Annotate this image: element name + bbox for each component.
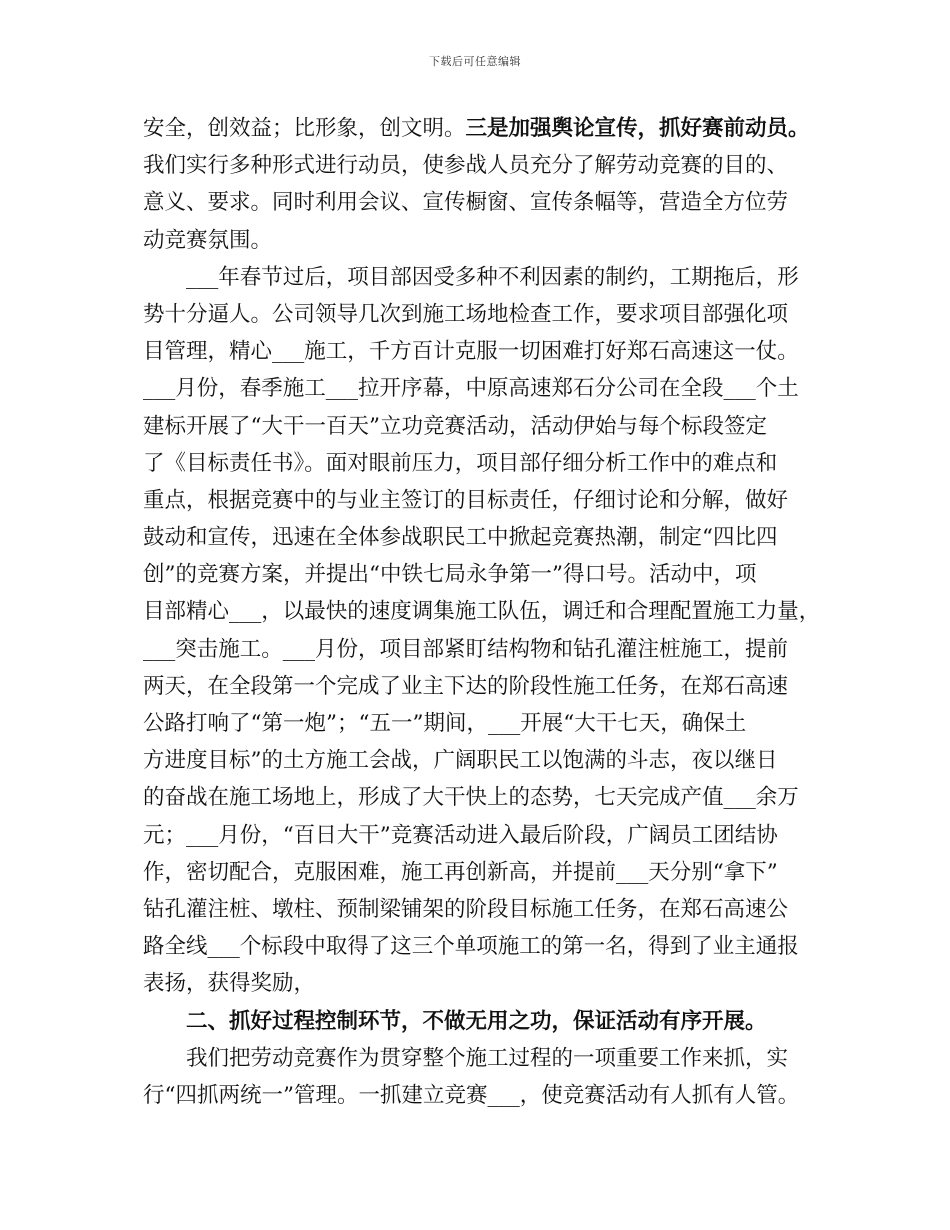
text-line: 钻孔灌注桩、墩柱、预制梁铺架的阶段目标施工任务，在郑石高速公 [143,896,789,922]
text-run: 安全，创效益；比形象，创文明。 [143,116,466,141]
text-line: 创”的竞赛方案，并提出“中铁七局永争第一”得口号。活动中，项 [143,562,757,588]
text-line: 公路打响了“第一炮”；“五一”期间，___开展“大干七天，确保土 [143,711,747,736]
text-line: 的奋战在施工场地上，形成了大干快上的态势，七天完成产值___余万 [143,785,799,811]
text-line: 路全线___个标段中取得了这三个单项施工的第一名，得到了业主通报 [143,934,799,960]
text-line: 两天，在全段第一个完成了业主下达的阶段性施工任务，在郑石高速 [143,673,789,699]
text-line: 重点，根据竞赛中的与业主签订的目标责任，仔细讨论和分解，做好 [143,487,789,513]
text-line: ___突击施工。___月份，项目部紧盯结构物和钻孔灌注桩施工，提前 [143,636,789,662]
text-line: ___月份，春季施工___拉开序幕，中原高速郑石分公司在全段___个土 [143,376,799,402]
text-line: 意义、要求。同时利用会议、宣传橱窗、宣传条幅等，营造全方位劳 [143,190,789,216]
paragraph-first-line: 我们把劳动竞赛作为贯穿整个施工过程的一项重要工作来抓，实 [186,1045,789,1071]
text-line: 建标开展了“大干一百天”立功竞赛活动，活动伊始与每个标段签定 [143,413,767,439]
text-line: 目管理，精心___施工，千方百计克服一切困难打好郑石高速这一仗。 [143,339,799,365]
text-line: 鼓动和宣传，迅速在全体参战职民工中掀起竞赛热潮，制定“四比四 [143,525,778,551]
text-line: 势十分逼人。公司领导几次到施工场地检查工作，要求项目部强化项 [143,301,789,327]
text-line: 了《目标责任书》。面对眼前压力，项目部仔细分析工作中的难点和 [143,450,778,476]
bold-heading-run: 三是加强舆论宣传，抓好赛前动员。 [465,116,810,141]
text-line: 行“四抓两统一”管理。一抓建立竞赛___，使竞赛活动有人抓有人管。 [143,1082,800,1108]
text-line: 方进度目标”的土方施工会战，广阔职民工以饱满的斗志，夜以继日 [143,748,778,774]
text-line: 元；___月份，“百日大干”竞赛活动进入最后阶段，广阔员工团结协 [143,822,778,848]
paragraph-first-line: ___年春节过后，项目部因受多种不利因素的制约，工期拖后，形 [186,264,799,290]
section-heading: 二、抓好过程控制环节，不做无用之功，保证活动有序开展。 [186,1008,767,1034]
text-line: 表扬，获得奖励， [143,971,316,997]
text-line: 我们实行多种形式进行动员，使参战人员充分了解劳动竞赛的目的、 [143,153,789,179]
text-line: 作，密切配合，克服困难，施工再创新高，并提前___天分别“拿下” [143,859,778,885]
text-line [143,110,823,147]
text-line: 动竞赛氛围。 [143,227,273,253]
text-line: 目部精心___，以最快的速度调集施工队伍，调迁和合理配置施工力量， [143,599,821,625]
page-header: 下载后可任意编辑 [429,55,521,68]
document-body [143,110,823,1114]
